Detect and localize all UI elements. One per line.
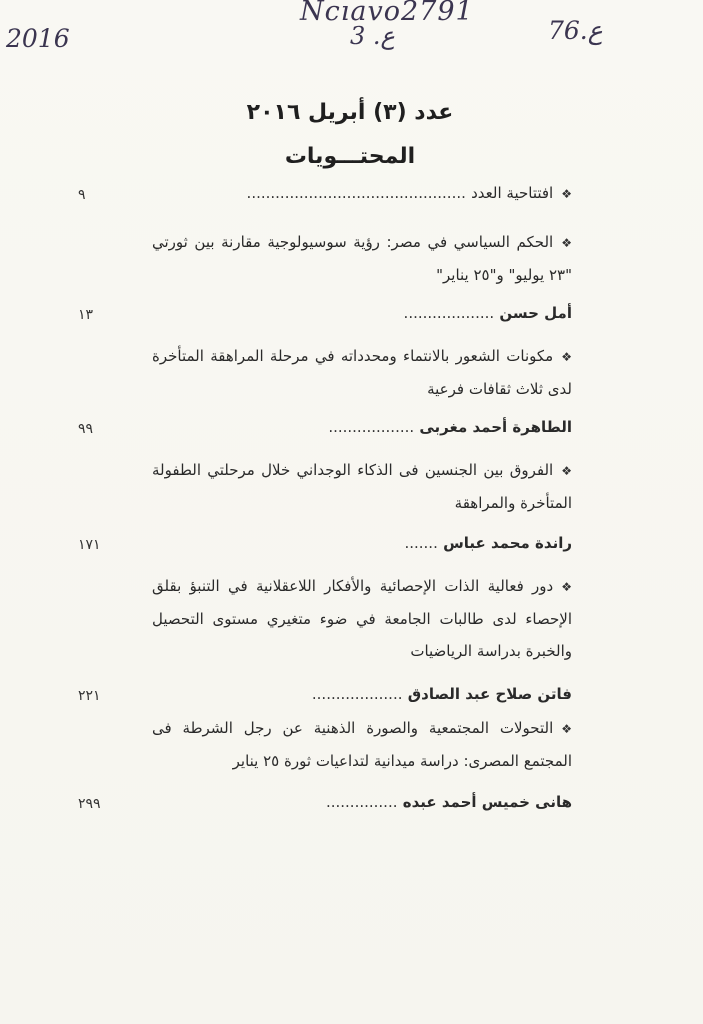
leader-dots: ................... [311,685,403,703]
page-number: ٩ [78,187,86,203]
leader-dots: .................. [328,418,415,436]
bullet-icon: ❖ [561,722,572,736]
toc-entry-author [328,416,572,438]
author-name: هانى خميس أحمد عبده [402,793,572,811]
toc-entry-title[interactable] [152,712,572,777]
handwritten-year: 2016 [6,24,70,53]
author-name: أمل حسن [499,304,572,322]
bullet-icon: ❖ [561,464,572,478]
page-number: ١٧١ [78,537,101,553]
article-title: الفروق بين الجنسين فى الذكاء الوجداني خلال مرحلتي الطفولة المتأخرة والمراهقة [152,461,572,512]
page-number: ٢٩٩ [78,796,101,812]
leader-dots: ................... [403,304,495,322]
toc-entry-title[interactable] [152,454,572,519]
handwritten-number: 76.ع [548,16,603,45]
page-number: ١٣ [78,307,94,323]
article-title: دور فعالية الذات الإحصائية والأفكار اللاعقلانية في التنبؤ بقلق الإحصاء لدى طالبات الجامعة في ضوء متغيري مستوى التحصيل والخبرة بدراسة الرياضيات [152,577,572,660]
article-title: الحكم السياسي في مصر: رؤية سوسيولوجية مقارنة بين ثورتي "٢٣ يوليو" و"٢٥ يناير" [152,233,572,284]
author-name: فاتن صلاح عبد الصادق [407,685,572,703]
handwritten-code: Ncıavo2791 [300,0,474,27]
toc-entry-title: افتتاحية العدد [471,184,554,202]
toc-entry-title[interactable] [152,570,572,667]
page-number: ٩٩ [78,421,94,437]
issue-title: عدد (٣) أبريل ٢٠١٦ [246,100,454,125]
page-number: ٢٢١ [78,688,101,704]
article-title: التحولات المجتمعية والصورة الذهنية عن رجل الشرطة فى المجتمع المصرى: دراسة ميدانية لتداعيات ثورة ٢٥ يناير [152,719,572,770]
toc-entry-author [326,791,572,813]
toc-entry-author [404,302,572,324]
contents-title: المحتـــويات [284,144,416,169]
leader-dots: ....... [404,534,438,552]
bullet-icon: ❖ [561,350,572,364]
author-name: الطاهرة أحمد مغربى [419,418,572,436]
toc-entry-title[interactable] [152,340,572,405]
bullet-icon: ❖ [561,187,572,201]
author-name: راندة محمد عباس [443,534,572,552]
bullet-icon: ❖ [561,580,572,594]
toc-entry-author [312,683,572,705]
toc-entry-opening[interactable] [247,182,572,205]
article-title: مكونات الشعور بالانتماء ومحدداته في مرحلة المراهقة المتأخرة لدى ثلاث ثقافات فرعية [152,347,572,398]
handwritten-sub: 3 .ع [350,22,395,50]
leader-dots: ............... [325,793,398,811]
leader-dots: .............................................. [246,184,466,202]
toc-entry-title[interactable] [152,226,572,291]
toc-entry-author [404,532,572,554]
bullet-icon: ❖ [561,236,572,250]
